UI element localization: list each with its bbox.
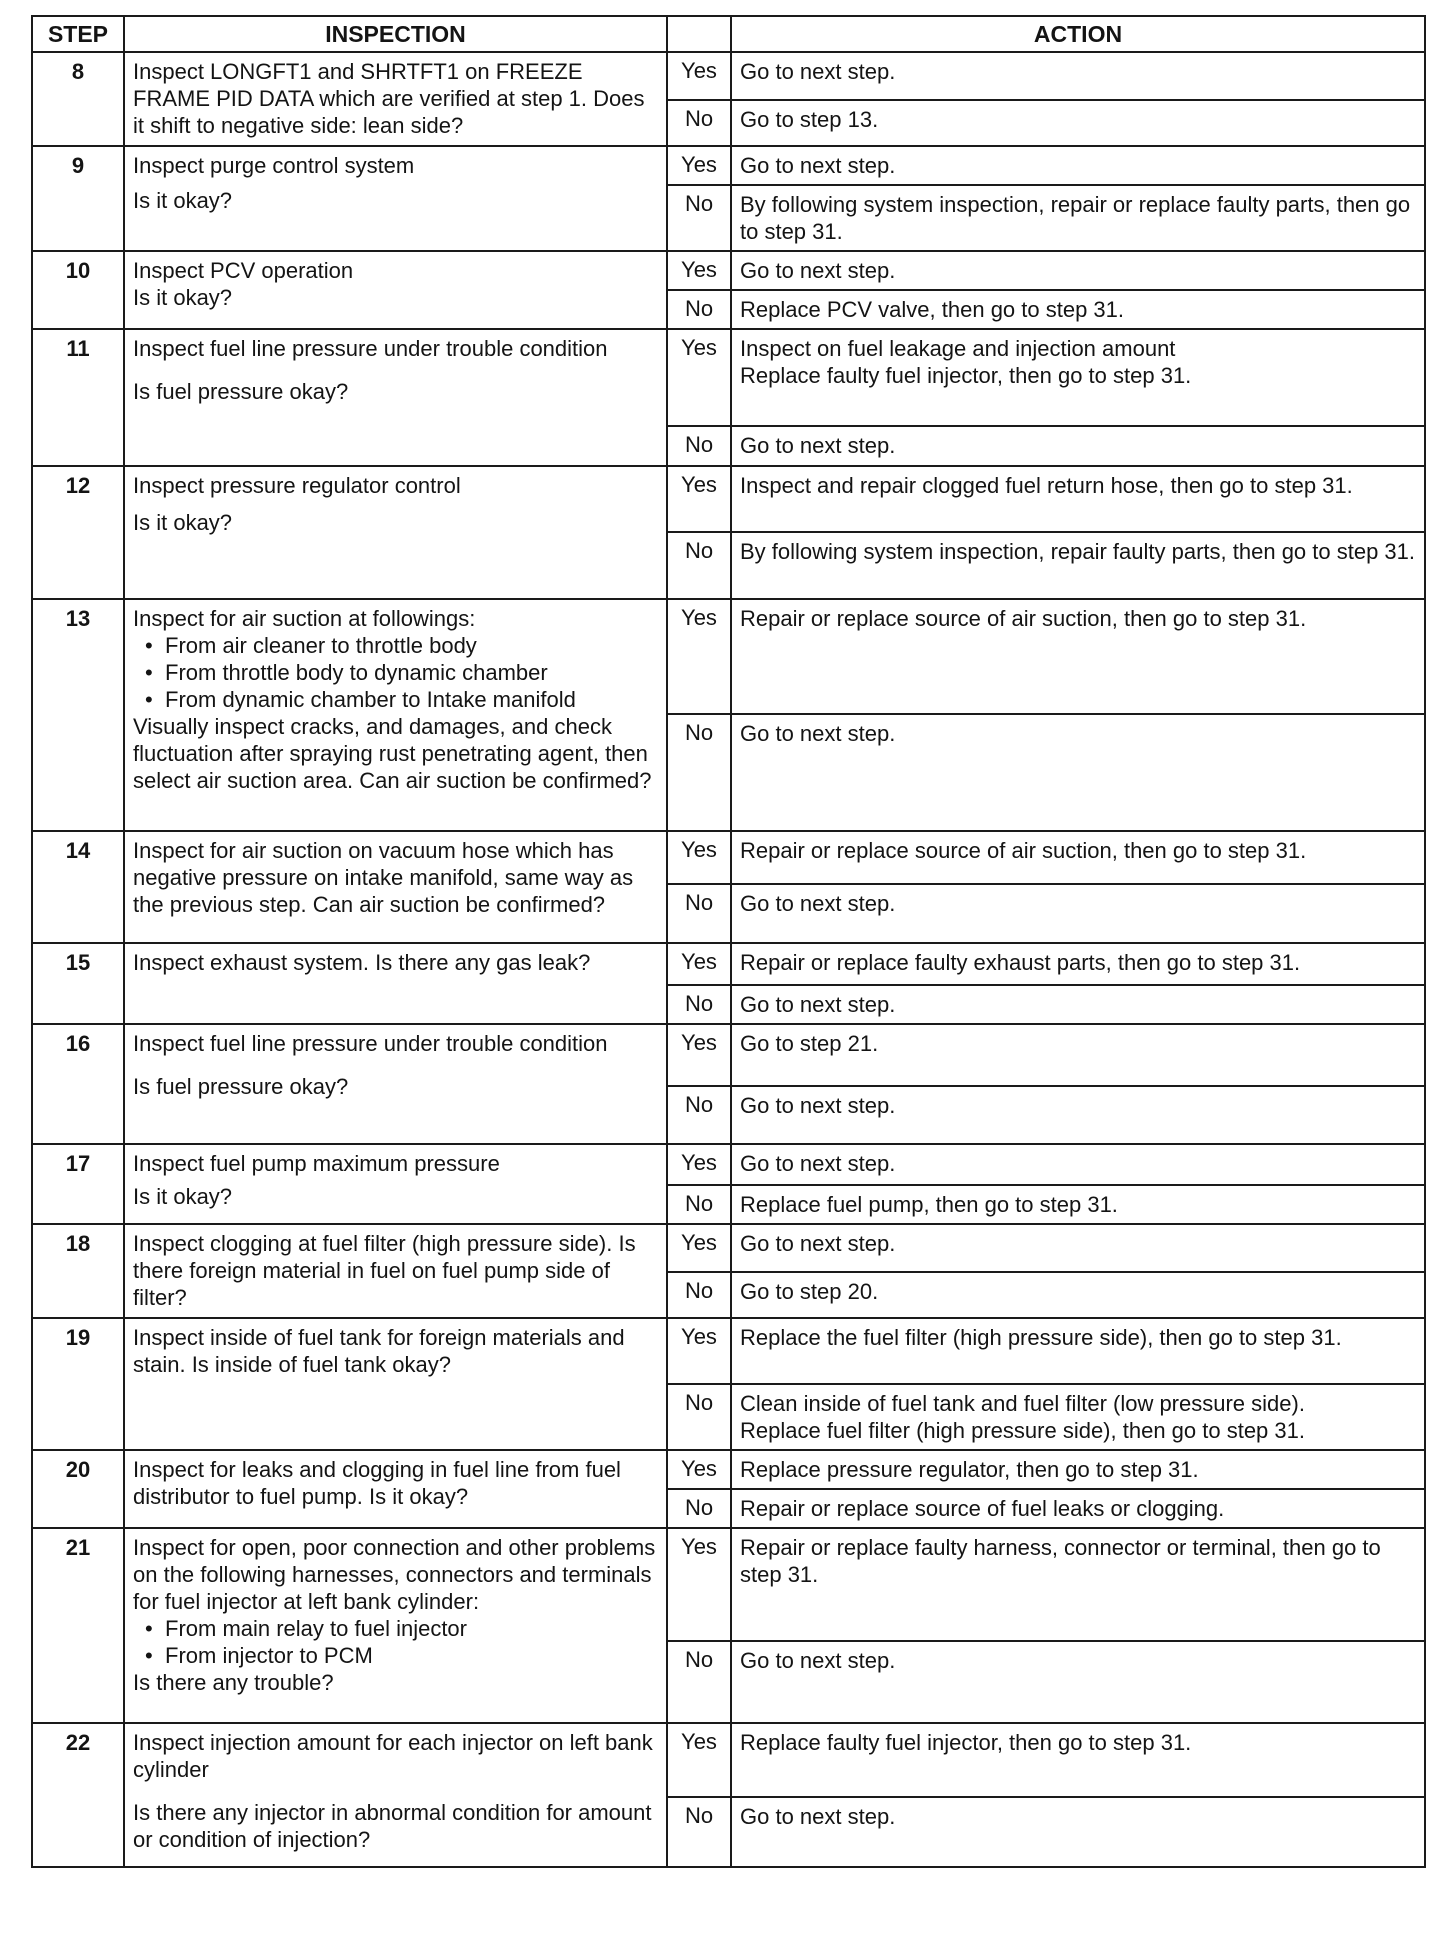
- step-14-yes-row: [32, 831, 1425, 884]
- no-action: Replace fuel pump, then go to step 31.: [731, 1185, 1425, 1224]
- inspection-text: Inspect pressure regulator control: [133, 473, 461, 498]
- inspection-column-header: INSPECTION: [124, 16, 667, 52]
- step-number: 14: [32, 831, 124, 943]
- step-number: 16: [32, 1024, 124, 1144]
- step-10-yes-row: [32, 251, 1425, 290]
- inspection-cell: [124, 1318, 667, 1450]
- inspection-cell: [124, 1224, 667, 1318]
- no-label: No: [667, 1797, 731, 1867]
- no-label: No: [667, 1272, 731, 1318]
- no-action: Replace PCV valve, then go to step 31.: [731, 290, 1425, 329]
- no-label: No: [667, 1641, 731, 1723]
- no-action: Go to next step.: [731, 1797, 1425, 1867]
- inspection-cell: [124, 1723, 667, 1867]
- no-action: Repair or replace source of fuel leaks or clogging.: [731, 1489, 1425, 1528]
- step-number: 10: [32, 251, 124, 329]
- answer-column-header: [667, 16, 731, 52]
- no-action: By following system inspection, repair faulty parts, then go to step 31.: [731, 532, 1425, 599]
- inspection-cell: [124, 1528, 667, 1723]
- yes-label: Yes: [667, 1224, 731, 1272]
- inspection-cell: [124, 1024, 667, 1144]
- step-18-yes-row: [32, 1224, 1425, 1272]
- step-17-yes-row: [32, 1144, 1425, 1185]
- no-action: Go to next step.: [731, 1641, 1425, 1723]
- no-action: [731, 1384, 1425, 1450]
- yes-label: Yes: [667, 1528, 731, 1641]
- step-22-yes-row: [32, 1723, 1425, 1797]
- yes-action: Go to next step.: [731, 52, 1425, 100]
- yes-label: Yes: [667, 831, 731, 884]
- inspection-question: Is fuel pressure okay?: [133, 379, 349, 404]
- list-item: • From main relay to fuel injector: [133, 1615, 658, 1642]
- yes-action: Inspect and repair clogged fuel return hose, then go to step 31.: [731, 466, 1425, 532]
- step-15-yes-row: [32, 943, 1425, 985]
- no-label: No: [667, 1384, 731, 1450]
- inspection-table: [31, 15, 1426, 1868]
- inspection-question: Visually inspect cracks, and damages, and check fluctuation after spraying rust penetrating agent, then select air suction area. Can air suction be confirmed?: [133, 714, 652, 793]
- step-13-yes-row: [32, 599, 1425, 714]
- inspection-text: Inspect injection amount for each injector on left bank cylinder: [133, 1730, 653, 1782]
- step-number: 20: [32, 1450, 124, 1528]
- step-11-yes-row: [32, 329, 1425, 426]
- no-label: No: [667, 985, 731, 1024]
- no-label: No: [667, 884, 731, 943]
- no-action: Go to next step.: [731, 714, 1425, 831]
- inspection-text: Inspect purge control system: [133, 153, 415, 178]
- inspection-question: Is there any trouble?: [133, 1670, 334, 1695]
- no-action: Go to step 20.: [731, 1272, 1425, 1318]
- yes-action: Replace faulty fuel injector, then go to step 31.: [731, 1723, 1425, 1797]
- step-number: 22: [32, 1723, 124, 1867]
- list-item: • From injector to PCM: [133, 1642, 658, 1669]
- step-number: 12: [32, 466, 124, 599]
- inspection-cell: [124, 329, 667, 466]
- yes-label: Yes: [667, 1024, 731, 1086]
- inspection-question: Is it okay?: [133, 285, 233, 310]
- yes-label: Yes: [667, 599, 731, 714]
- yes-action: Go to next step.: [731, 251, 1425, 290]
- step-19-yes-row: [32, 1318, 1425, 1384]
- step-number: 13: [32, 599, 124, 831]
- no-label: No: [667, 532, 731, 599]
- inspection-question: Is there any injector in abnormal condition for amount or condition of injection?: [133, 1800, 652, 1852]
- inspection-text: Inspect inside of fuel tank for foreign materials and stain. Is inside of fuel tank okay?: [133, 1325, 625, 1377]
- yes-label: Yes: [667, 1144, 731, 1185]
- inspection-text: Inspect for air suction at followings:: [133, 606, 476, 631]
- inspection-text: Inspect for air suction on vacuum hose which has negative pressure on intake manifold, same way as the previous step. Can air suction be confirmed?: [133, 838, 634, 917]
- inspection-cell: [124, 943, 667, 1024]
- step-number: 15: [32, 943, 124, 1024]
- no-action: Go to next step.: [731, 985, 1425, 1024]
- inspection-text: Inspect for leaks and clogging in fuel line from fuel distributor to fuel pump. Is it okay?: [133, 1457, 621, 1509]
- step-8-yes-row: [32, 52, 1425, 100]
- yes-action: Go to next step.: [731, 1224, 1425, 1272]
- no-action-line-1: Clean inside of fuel tank and fuel filter (low pressure side).: [740, 1391, 1305, 1416]
- troubleshooting-document: [31, 15, 1424, 1868]
- inspection-text: Inspect LONGFT1 and SHRTFT1 on FREEZE FRAME PID DATA which are verified at step 1. Does it shift to negative side: lean side?: [133, 59, 645, 138]
- yes-action-line-1: Inspect on fuel leakage and injection amount: [740, 336, 1176, 361]
- yes-action: Repair or replace source of air suction, then go to step 31.: [731, 831, 1425, 884]
- step-number: 21: [32, 1528, 124, 1723]
- inspection-bullet-list: [133, 632, 658, 713]
- yes-label: Yes: [667, 329, 731, 426]
- inspection-cell: [124, 146, 667, 251]
- inspection-text: Inspect PCV operation: [133, 258, 354, 283]
- yes-action: Repair or replace source of air suction, then go to step 31.: [731, 599, 1425, 714]
- inspection-cell: [124, 251, 667, 329]
- yes-action: Replace pressure regulator, then go to step 31.: [731, 1450, 1425, 1489]
- step-number: 9: [32, 146, 124, 251]
- no-label: No: [667, 1086, 731, 1144]
- yes-label: Yes: [667, 466, 731, 532]
- step-column-header: STEP: [32, 16, 124, 52]
- inspection-text: Inspect exhaust system. Is there any gas leak?: [133, 950, 591, 975]
- list-item: • From dynamic chamber to Intake manifold: [133, 686, 658, 713]
- step-9-yes-row: [32, 146, 1425, 185]
- no-label: No: [667, 714, 731, 831]
- yes-label: Yes: [667, 1450, 731, 1489]
- inspection-question: Is it okay?: [133, 188, 233, 213]
- no-action: Go to step 13.: [731, 100, 1425, 146]
- no-label: No: [667, 426, 731, 466]
- no-action-line-2: Replace fuel filter (high pressure side), then go to step 31.: [740, 1418, 1305, 1443]
- yes-action: Go to next step.: [731, 1144, 1425, 1185]
- yes-label: Yes: [667, 52, 731, 100]
- list-item: • From throttle body to dynamic chamber: [133, 659, 658, 686]
- inspection-cell: [124, 1144, 667, 1224]
- yes-label: Yes: [667, 1318, 731, 1384]
- no-action: Go to next step.: [731, 884, 1425, 943]
- inspection-cell: [124, 599, 667, 831]
- yes-label: Yes: [667, 1723, 731, 1797]
- yes-label: Yes: [667, 146, 731, 185]
- yes-action: Go to next step.: [731, 146, 1425, 185]
- no-label: No: [667, 290, 731, 329]
- yes-action: Repair or replace faulty exhaust parts, then go to step 31.: [731, 943, 1425, 985]
- yes-label: Yes: [667, 943, 731, 985]
- step-21-yes-row: [32, 1528, 1425, 1641]
- yes-action: Go to step 21.: [731, 1024, 1425, 1086]
- step-number: 17: [32, 1144, 124, 1224]
- no-label: No: [667, 100, 731, 146]
- no-action: Go to next step.: [731, 426, 1425, 466]
- yes-action: Repair or replace faulty harness, connector or terminal, then go to step 31.: [731, 1528, 1425, 1641]
- no-label: No: [667, 1185, 731, 1224]
- header-row: [32, 16, 1425, 52]
- step-number: 11: [32, 329, 124, 466]
- inspection-cell: [124, 1450, 667, 1528]
- inspection-text: Inspect fuel line pressure under trouble condition: [133, 336, 608, 361]
- yes-action: [731, 329, 1425, 426]
- yes-label: Yes: [667, 251, 731, 290]
- no-label: No: [667, 185, 731, 251]
- inspection-text: Inspect clogging at fuel filter (high pressure side). Is there foreign material in fuel on fuel pump side of filter?: [133, 1231, 636, 1310]
- no-action: Go to next step.: [731, 1086, 1425, 1144]
- step-number: 19: [32, 1318, 124, 1450]
- no-action: By following system inspection, repair or replace faulty parts, then go to step 31.: [731, 185, 1425, 251]
- yes-action: Replace the fuel filter (high pressure side), then go to step 31.: [731, 1318, 1425, 1384]
- step-number: 18: [32, 1224, 124, 1318]
- inspection-question: Is it okay?: [133, 1184, 233, 1209]
- action-column-header: ACTION: [731, 16, 1425, 52]
- inspection-question: Is fuel pressure okay?: [133, 1074, 349, 1099]
- inspection-cell: [124, 52, 667, 146]
- inspection-cell: [124, 466, 667, 599]
- inspection-text: Inspect fuel pump maximum pressure: [133, 1151, 500, 1176]
- step-number: 8: [32, 52, 124, 146]
- yes-action-line-2: Replace faulty fuel injector, then go to step 31.: [740, 363, 1192, 388]
- step-20-yes-row: [32, 1450, 1425, 1489]
- inspection-text: Inspect for open, poor connection and other problems on the following harnesses, connectors and terminals for fuel injector at left bank cylinder:: [133, 1535, 656, 1614]
- step-16-yes-row: [32, 1024, 1425, 1086]
- list-item: • From air cleaner to throttle body: [133, 632, 658, 659]
- inspection-cell: [124, 831, 667, 943]
- inspection-bullet-list: [133, 1615, 658, 1669]
- inspection-question: Is it okay?: [133, 510, 233, 535]
- inspection-text: Inspect fuel line pressure under trouble condition: [133, 1031, 608, 1056]
- no-label: No: [667, 1489, 731, 1528]
- step-12-yes-row: [32, 466, 1425, 532]
